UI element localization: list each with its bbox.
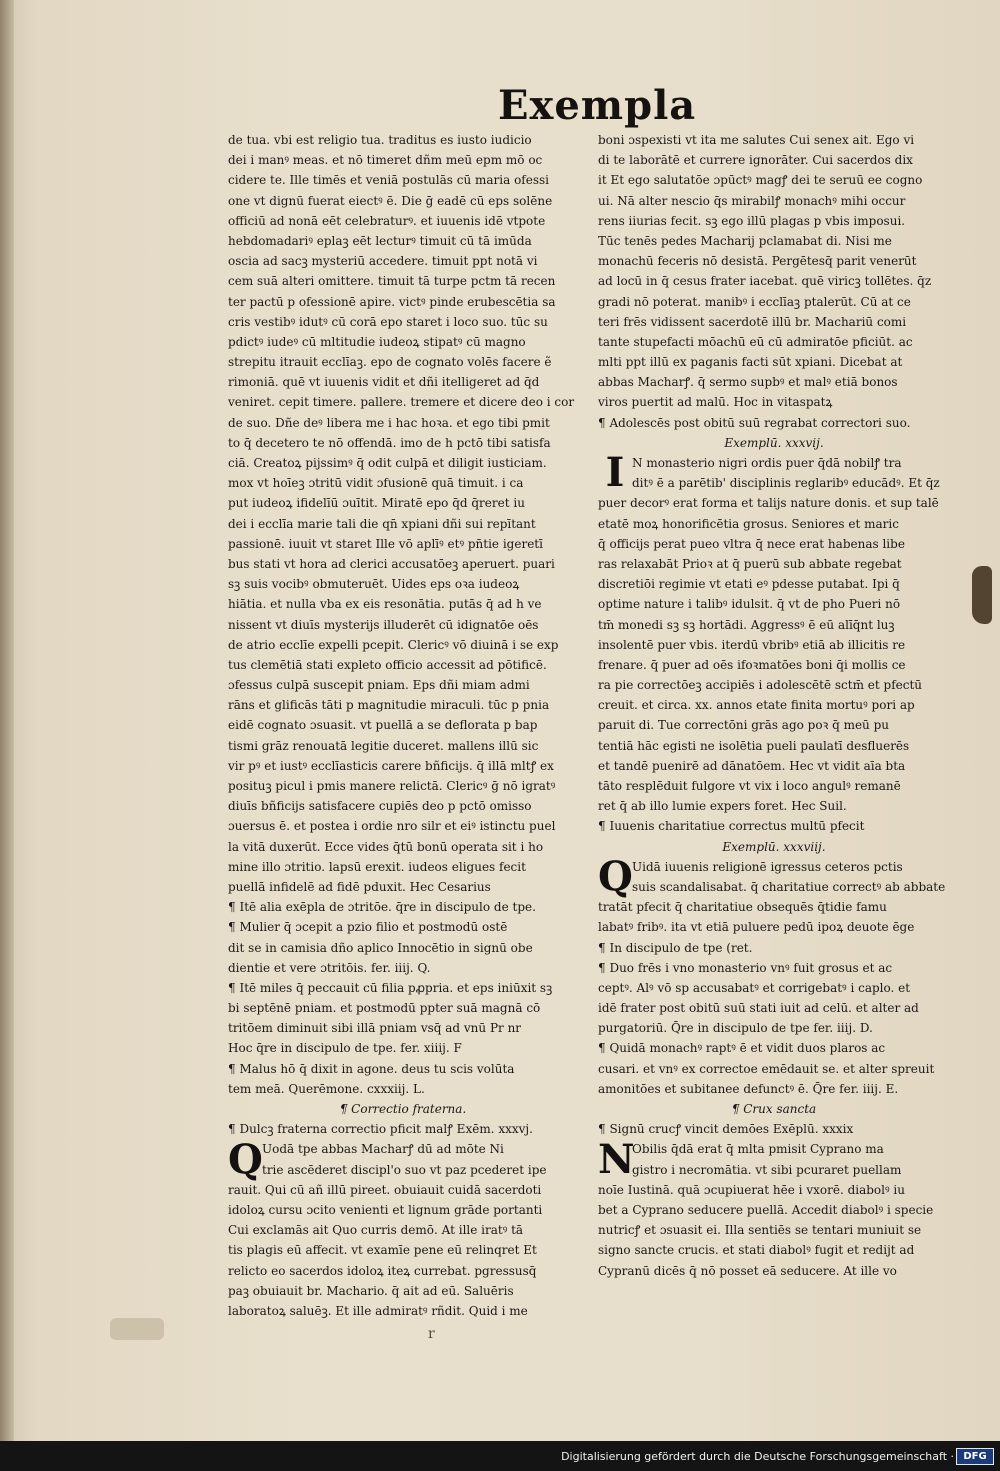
text-line: tismi grāz renouatā legitie duceret. mallens illū sic <box>228 738 539 753</box>
drop-initial-letter: Q <box>228 1136 263 1183</box>
right-text-column <box>598 130 950 1281</box>
text-line: mox vt hoīeꝫ ɔtritū vidit ɔfusionē quā timuit. i ca <box>228 476 524 491</box>
text-line: oscia ad sacꝫ mysteriū accedere. timuit ppt notā vi <box>228 254 538 269</box>
text-line: ¶ Duo frēs i vno monasterio vnꝰ fuit grosus et ac <box>598 960 893 975</box>
text-line: dit se in camisia dño aplico Innocētio in signū obe <box>228 940 533 955</box>
text-line: it Et ego salutatōe ɔpūctꝰ magꝭ dei te seruū ee cogno <box>598 173 923 188</box>
text-line: cidere te. Ille timēs et veniā postulās cū maria ofessi <box>228 173 549 188</box>
text-line: rāns et glificās tāti p magnitudie miraculi. tūc p pnia <box>228 698 550 713</box>
text-line: optime nature i talibꝰ idulsit. q̄ vt de pho Pueri nō <box>598 597 901 612</box>
paper-stain <box>110 1318 164 1340</box>
text-line: gistro i necromātia. vt sibi pcuraret puellam <box>632 1162 902 1177</box>
text-line: Hoc q̄re in discipulo de tpe. fer. xiiij. F <box>228 1041 462 1056</box>
text-line: bi septēnē pniam. et postmodū ppter suā magnā cō <box>228 1001 541 1016</box>
text-line: q̄ officijs perat pueo vltra q̄ nece erat habenas libe <box>598 536 905 551</box>
text-line: ceptꝰ. Alꝰ vō sp accusabatꝰ et corrigebatꝰ i caplo. et <box>598 980 911 995</box>
text-line: de atrio ecclīe expelli pcepit. Clericꝰ vō diuinā i se exp <box>228 637 559 652</box>
text-line: hiātia. et nulla vba ex eis resonātia. putās q̄ ad h ve <box>228 597 542 612</box>
text-line: Uodā tpe abbas Macharꝭ dū ad mōte Ni <box>262 1142 504 1157</box>
text-line: mlti ppt illū ex paganis facti sūt xpiani. Dicebat at <box>598 355 903 370</box>
text-line: ¶ Iuuenis charitatiue correctus multū pfecit <box>598 819 865 834</box>
drop-initial-letter: N <box>598 1136 635 1183</box>
drop-initial-letter: Q <box>598 853 633 901</box>
text-line: ¶ Malus hō q̄ dixit in agone. deus tu scis volūta <box>228 1061 515 1076</box>
ink-smudge <box>972 566 992 624</box>
text-line: ɔfessus culpā suscepit pniam. Eps dñi miam admi <box>228 678 530 693</box>
text-line: ɔuersus ē. et postea i ordie nro silr et eiꝰ istinctu puel <box>228 819 556 834</box>
left-text-column <box>228 130 578 1321</box>
text-line: officiū ad nonā eēt celebraturꝰ. et iuuenis idē vtpote <box>228 213 546 228</box>
text-line: tm̄ monedi sꝫ sꝫ hortādi. Aggressꝰ ē eū alīq̄nt luꝫ <box>598 617 895 632</box>
text-line: la vitā duxerūt. Ecce vides q̄tū bonū operata sit i ho <box>228 839 544 854</box>
text-line: tem meā. Querēmone. cxxxiij. L. <box>228 1081 425 1096</box>
text-line: cem suā alteri omittere. timuit tā turpe pctm tā recen <box>228 274 556 289</box>
text-line: sꝫ suis vocibꝰ obmuteruēt. Uides eps oꝛa iudeoꝝ <box>228 577 520 592</box>
text-line: rens iiurias fecit. sꝫ ego illū plagas p vbis imposui. <box>598 213 906 228</box>
text-line: one vt dignū fuerat eiectꝰ ē. Die ḡ eadē cū eps solēne <box>228 193 553 208</box>
text-line: ¶ In discipulo de tpe (ret. <box>598 940 753 955</box>
text-line: dei i manꝰ meas. et nō timeret dñm meū epm mō oc <box>228 153 543 168</box>
text-line: to q̄ decetero te nō offendā. imo de h pctō tibi satisfa <box>228 435 551 450</box>
text-line: tāto resplēduit fulgore vt vix i loco angulꝰ remanē <box>598 779 901 793</box>
text-line: teri frēs vidissent sacerdotē illū br. Machariū comi <box>598 314 907 329</box>
text-line: put iudeoꝝ ifidelīū ɔuītit. Miratē epo q̄d q̄reret iu <box>228 496 525 511</box>
text-line: tentiā hāc egisti ne isolētia pueli paulatī desfluerēs <box>598 738 910 753</box>
text-line: eidē cognato ɔsuasit. vt puellā a se deflorata p bap <box>228 718 538 733</box>
text-line: ciā. Creatoꝝ pijssimꝰ q̄ odit culpā et diligit iusticiam. <box>228 456 547 470</box>
drop-initial-letter: I <box>605 449 625 497</box>
text-line: tus clemētiā stati expleto officio accessit ad pōtificē. <box>228 657 547 672</box>
text-line: et tandē puenirē ad dānatōem. Hec vt vidit aīa bta <box>598 758 906 773</box>
text-line: signo sancte crucis. et stati diabolꝰ fugit et redijt ad <box>598 1243 915 1258</box>
text-line: veniret. cepit timere. pallere. tremere et dicere deo i cor <box>228 395 575 410</box>
text-line: ret q̄ ab illo lumie expers foret. Hec Suil. <box>598 799 847 814</box>
text-line: purgatoriū. Q̄re in discipulo de tpe fer. iiij. D. <box>598 1021 873 1036</box>
text-line: idoloꝝ cursu ɔcito venienti et lignum grāde portanti <box>228 1202 543 1217</box>
text-line: ad locū in q̄ cesus frater iacebat. quē viricꝫ tollētes. q̄z <box>598 274 932 289</box>
text-line: labatꝰ fribꝰ. ita vt etiā puluere pedū ipoꝝ deuote ēge <box>598 920 915 935</box>
text-line: dei i ecclīa marie tali die qn̄ xpiani dñi sui repītant <box>228 516 536 531</box>
digitization-credit: Digitalisierung gefördert durch die Deutsche Forschungsgemeinschaft · <box>561 1450 954 1463</box>
text-line: noīe Iustinā. quā ɔcupiuerat hēe i vxorē. diabolꝰ iu <box>598 1182 905 1197</box>
text-line: Cui exclamās ait Quo curris demō. At ille iratꝰ tā <box>228 1223 524 1238</box>
text-line: posituꝫ picul i pmis manere relictā. Clericꝰ ḡ nō igratꝰ <box>228 779 556 793</box>
text-line: Uidā iuuenis religionē igressus ceteros pctis <box>632 859 903 874</box>
text-line: Cypranū dicēs q̄ nō posset eā seducere. At ille vo <box>598 1263 897 1278</box>
text-line: mine illo ɔtritio. lapsū erexit. iudeos eligues fecit <box>228 859 526 874</box>
text-line: creuit. et circa. xx. annos etate finita mortuꝰ pori ap <box>598 698 915 713</box>
text-line: puellā infidelē ad fidē pduxit. Hec Cesarius <box>228 879 491 894</box>
text-line: hebdomadariꝰ eplaꝫ eēt lecturꝰ timuit cū tā imūda <box>228 233 532 248</box>
text-line: cusari. et vnꝰ ex correctoe emēdauit se. et alter spreuit <box>598 1061 935 1076</box>
text-line: Obilis q̄dā erat q̄ mlta pmisit Cyprano ma <box>632 1142 884 1157</box>
section-heading: Exemplū. xxxvij. <box>724 435 824 450</box>
text-line: paruit di. Tue correctōni grās ago poꝛ q̄ meū pu <box>598 718 889 733</box>
text-line: ras relaxabāt Prioꝛ at q̄ puerū sub abbate regebat <box>598 556 902 571</box>
text-line: tratāt pfecit q̄ charitatiue obsequēs q̄tidie famu <box>598 900 887 915</box>
text-line: ui. Nā alter nescio q̄s mirabilꝭ monachꝰ mihi occur <box>598 193 906 208</box>
text-line: suis scandalisabat. q̄ charitatiue correctꝰ ab abbate <box>632 879 946 894</box>
text-line: de tua. vbi est religio tua. traditus es iusto iudicio <box>228 133 532 147</box>
signature-mark: r <box>428 1326 435 1342</box>
text-line: abbas Macharꝭ. q̄ sermo supbꝰ et malꝰ etiā bonos <box>598 375 898 390</box>
text-line: rauit. Qui cū añ illū pireet. obuiauit cuidā sacerdoti <box>228 1182 542 1197</box>
text-line: passionē. iuuit vt staret Ille vō aplīꝰ etꝰ pn̄tie igeretī <box>228 536 543 551</box>
text-line: bus stati vt hora ad clerici accusatōeꝫ aperuert. puari <box>228 556 555 571</box>
text-line: relicto eo sacerdos idoloꝝ iteꝝ currebat. pgressusq̄ <box>228 1263 537 1278</box>
text-line: tis plagis eū affecit. vt examīe pene eū relinqret Et <box>228 1243 537 1258</box>
text-line: discretiōi regimie vt etati eꝰ pdesse putabat. Ipi q̄ <box>598 577 900 592</box>
text-line: puer decorꝰ erat forma et talijs nature donis. et sup talē <box>598 496 939 511</box>
text-line: boni ɔspexisti vt ita me salutes Cui senex ait. Ego vi <box>598 133 915 147</box>
text-line: viros puertit ad malū. Hoc in vitaspatꝝ <box>598 395 833 410</box>
text-line: nutricꝭ et ɔsuasit ei. Illa sentiēs se tentari muniuit se <box>598 1223 922 1238</box>
text-line: pdictꝰ iudeꝰ cū mltitudie iudeoꝝ stipatꝰ cū magno <box>228 334 526 349</box>
text-line: strepitu itrauit ecclīaꝫ. epo de cognato volēs facere ẽ <box>228 355 552 370</box>
text-line: laboratoꝝ saluēꝫ. Et ille admiratꝰ rñdit. Quid i me <box>228 1303 528 1318</box>
text-line: ¶ Signū crucꝭ vincit demōes Exēplū. xxxix <box>598 1122 854 1137</box>
section-heading: ¶ Crux sancta <box>731 1102 817 1116</box>
text-line: N monasterio nigri ordis puer q̄dā nobilꝭ tra <box>632 456 902 470</box>
text-line: cris vestibꝰ idutꝰ cū corā epo staret i loco suo. tūc su <box>228 314 548 329</box>
text-line: ditꝰ ē a parētib' disciplinis reglaribꝰ educādꝰ. Et q̄z <box>632 476 940 491</box>
text-line: di te laborātē et currere ignorāter. Cui sacerdos dix <box>598 153 913 168</box>
text-line: rimoniā. quē vt iuuenis vidit et dñi itelligeret ad q̄d <box>228 375 540 390</box>
text-line: dientie et vere ɔtritōis. fer. iiij. Q. <box>228 960 431 975</box>
text-line: Tūc tenēs pedes Macharij pclamabat di. Nisi me <box>598 233 892 248</box>
text-line: trie ascēderet discipl'o suo vt paz pcederet ipe <box>262 1162 547 1177</box>
text-line: tante stupefacti mōachū eū cū admiratōe pficiūt. ac <box>598 334 913 349</box>
text-line: ra pie correctōeꝫ accipiēs i adolescētē sctm̄ et pfectū <box>598 678 923 693</box>
text-line: paꝫ obuiauit br. Machario. q̄ ait ad eū. Saluēris <box>228 1283 514 1298</box>
text-line: monachū feceris nō desistā. Pergētesq̄ parit venerūt <box>598 254 917 269</box>
text-line: ¶ Adolescēs post obitū suū regrabat correctori suo. <box>598 415 911 430</box>
text-line: insolentē puer vbis. iterdū vbribꝰ etiā ab illicitis re <box>598 637 906 652</box>
text-line: ¶ Itē alia exēpla de ɔtritōe. q̄re in discipulo de tpe. <box>228 900 536 915</box>
text-line: ¶ Itē miles q̄ peccauit cū filia pꝓpria. et eps iniūxit sꝫ <box>228 980 553 995</box>
text-line: frenare. q̄ puer ad oēs ifoꝛmatōes boni q̄i mollis ce <box>598 657 906 672</box>
text-line: ¶ Quidā monachꝰ raptꝰ ē et vidit duos plaros ac <box>598 1041 886 1056</box>
text-line: diuīs bñficijs satisfacere cupiēs deo p pctō omisso <box>228 799 532 814</box>
text-line: tritōem diminuit sibi illā pniam vsq̄ ad vnū Pr nr <box>228 1021 522 1036</box>
text-line: amonitōes et subitanee defunctꝰ ē. Q̄re fer. iiij. E. <box>598 1081 899 1096</box>
text-line: vir pꝰ et iustꝰ ecclīasticis carere bñficijs. q̄ illā mltꝭ ex <box>228 758 554 773</box>
text-line: ¶ Dulcꝫ fraterna correctio pficit malꝭ Exēm. xxxvj. <box>228 1122 533 1137</box>
text-line: bet a Cyprano seducere puellā. Accedit diabolꝰ i specie <box>598 1202 934 1217</box>
section-heading: ¶ Correctio fraterna. <box>339 1102 467 1116</box>
text-line: idē frater post obitū suū stati iuit ad celū. et alter ad <box>598 1001 919 1016</box>
text-line: gradi nō poterat. manibꝰ i ecclīaꝫ ptalerūt. Cū at ce <box>598 294 911 309</box>
text-line: nissent vt diuīs mysterijs illuderēt cū idignatōe oēs <box>228 617 539 632</box>
text-line: de suo. Dñe deꝰ libera me i hac hoꝛa. et ego tibi pmit <box>228 415 550 430</box>
dfg-logo: DFG <box>956 1448 994 1465</box>
text-line: ter pactū p ofessionē apire. victꝰ pinde erubescētia sa <box>228 294 556 309</box>
text-line: etatē moꝝ honorificētia grosus. Seniores et maric <box>598 516 899 531</box>
section-heading: Exemplū. xxxviij. <box>722 839 826 854</box>
text-line: ¶ Mulier q̄ ɔcepit a pzio filio et postmodū ostē <box>228 920 508 935</box>
running-header: Exempla <box>498 82 697 129</box>
